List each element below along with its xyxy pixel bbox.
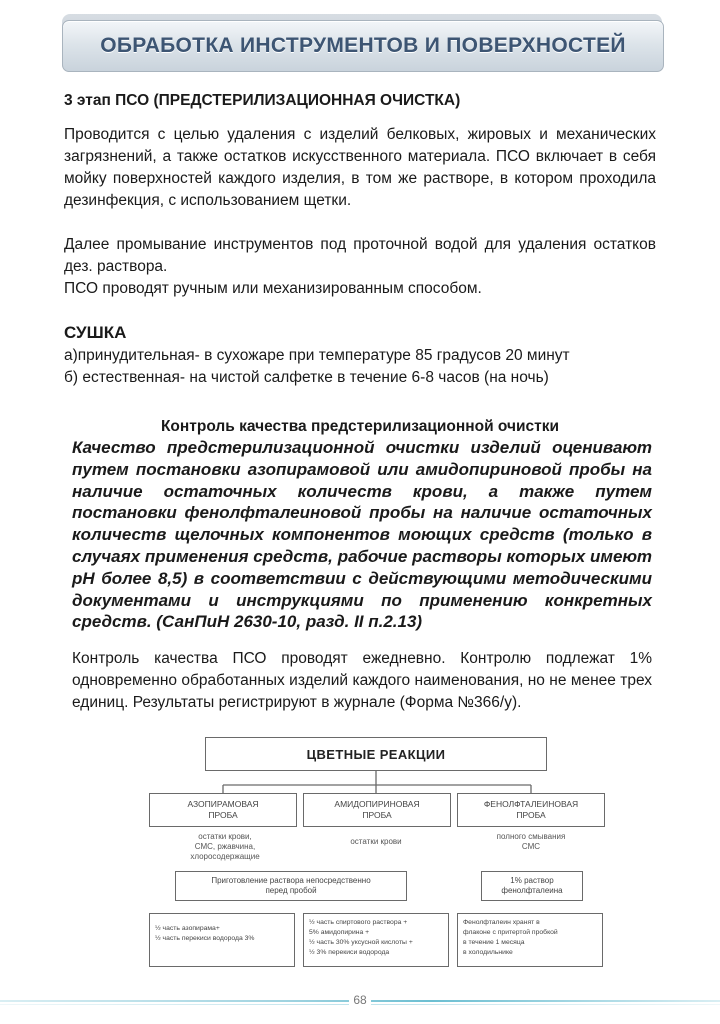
drying-item-b: б) естественная- на чистой салфетке в течение 6-8 часов (на ночь)	[64, 369, 549, 386]
phenolphthalein-probe-line2: ПРОБА	[516, 810, 546, 820]
stage3-section	[64, 92, 656, 300]
amidopyrine-detects	[326, 837, 426, 847]
stage3-paragraph-2: Далее промывание инструментов под проточной водой для удаления остатков дез. раствора.	[64, 236, 656, 275]
phenolphthalein-solution-line2: фенолфталеина	[501, 886, 563, 895]
azopyram-recipe-box	[149, 913, 295, 967]
amidopyrine-recipe-line4: ½ 3% перекиси водорода	[309, 949, 390, 956]
quality-control-body: Качество предстерилизационной очистки изделий оценивают путем постановки азопирамовой или амидопириновой пробы на наличие остаточных количеств крови, а также путем постановки фенолфталеиновой пробы на наличие остаточных количеств щелочных компонентов моющих средств (только в случаях применения средств, рабочие растворы которых имеют pH более 8,5) в соответствии с действующими методическими документами и инструкциями по применению конкретных средств. (СанПиН 2630-10, разд. II п.2.13)	[72, 438, 652, 632]
phenolphthalein-storage-box	[457, 913, 603, 967]
drying-heading: СУШКА	[64, 323, 127, 342]
amidopyrine-probe-line2: ПРОБА	[362, 810, 392, 820]
azopyram-detects-line3: хлоросодержащие	[190, 852, 260, 861]
diagram-title-box	[205, 737, 547, 771]
phenolphthalein-detects-line1: полного смывания	[496, 832, 566, 841]
phenolphthalein-solution-box	[481, 871, 583, 901]
azopyram-probe-line1: АЗОПИРАМОВАЯ	[187, 799, 259, 809]
diagram-title: ЦВЕТНЫЕ РЕАКЦИИ	[306, 746, 446, 762]
phenolphthalein-solution-line1: 1% раствор	[510, 876, 554, 885]
preparation-line1: Приготовление раствора непосредственно	[211, 876, 371, 885]
phenolphthalein-storage-line1: Фенолфталеин хранят в	[463, 919, 540, 926]
phenolphthalein-storage-line3: в течение 1 месяца	[463, 939, 525, 946]
drying-item-a: а)принудительная- в сухожаре при температуре 85 градусов 20 минут	[64, 347, 570, 364]
azopyram-detects	[175, 832, 275, 862]
drying-section	[64, 323, 656, 389]
amidopyrine-recipe-line2: 5% амидопирина +	[309, 929, 370, 936]
preparation-line2: перед пробой	[265, 886, 317, 895]
page-number: 68	[349, 993, 370, 1007]
phenolphthalein-detects-line2: СМС	[521, 842, 541, 851]
header-banner	[62, 20, 664, 72]
quality-control-section	[64, 418, 656, 633]
phenolphthalein-storage-line4: в холодильнике	[463, 949, 513, 956]
pso-control-text: Контроль качества ПСО проводят ежедневно. Контролю подлежат 1% одновременно обработанных изделий каждого наименования, но не менее трех единиц. Результаты регистрируют в журнале (Форма №366/у).	[72, 650, 652, 711]
stage3-paragraph-3: ПСО проводят ручным или механизированным способом.	[64, 280, 482, 297]
color-reactions-diagram	[145, 735, 607, 975]
preparation-box	[175, 871, 407, 901]
page-title: ОБРАБОТКА ИНСТРУМЕНТОВ И ПОВЕРХНОСТЕЙ	[100, 34, 626, 57]
azopyram-probe-box	[149, 793, 297, 827]
pso-control-section	[72, 648, 652, 714]
stage3-heading: 3 этап ПСО (ПРЕДСТЕРИЛИЗАЦИОННАЯ ОЧИСТКА)	[64, 92, 461, 109]
amidopyrine-recipe-box	[303, 913, 449, 967]
amidopyrine-detects-line1: остатки крови	[350, 837, 402, 846]
azopyram-recipe-line1: ½ часть азопирама+	[155, 925, 220, 932]
azopyram-detects-line2: СМС, ржавчина,	[194, 842, 256, 851]
azopyram-detects-line1: остатки крови,	[198, 832, 252, 841]
phenolphthalein-probe-box	[457, 793, 605, 827]
phenolphthalein-storage-line2: флаконе с притертой пробкой	[463, 929, 558, 936]
phenolphthalein-detects	[481, 832, 581, 852]
amidopyrine-recipe-line3: ½ часть 30% уксусной кислоты +	[309, 939, 413, 946]
stage3-paragraph-1: Проводится с целью удаления с изделий белковых, жировых и механических загрязнений, а также остатков искусственного материала. ПСО включает в себя мойку поверхностей каждого изделия, в том же растворе, в котором проходила дезинфекция, с использованием щетки.	[64, 126, 656, 209]
quality-control-title: Контроль качества предстерилизационной очистки	[160, 418, 560, 435]
amidopyrine-recipe-line1: ½ часть спиртового раствора +	[309, 919, 408, 926]
page-number-wrap	[0, 993, 720, 1007]
amidopyrine-probe-box	[303, 793, 451, 827]
azopyram-recipe-line2: ½ часть перекиси водорода 3%	[155, 935, 255, 942]
azopyram-probe-line2: ПРОБА	[208, 810, 238, 820]
phenolphthalein-probe-line1: ФЕНОЛФТАЛЕИНОВАЯ	[483, 799, 579, 809]
amidopyrine-probe-line1: АМИДОПИРИНОВАЯ	[334, 799, 420, 809]
